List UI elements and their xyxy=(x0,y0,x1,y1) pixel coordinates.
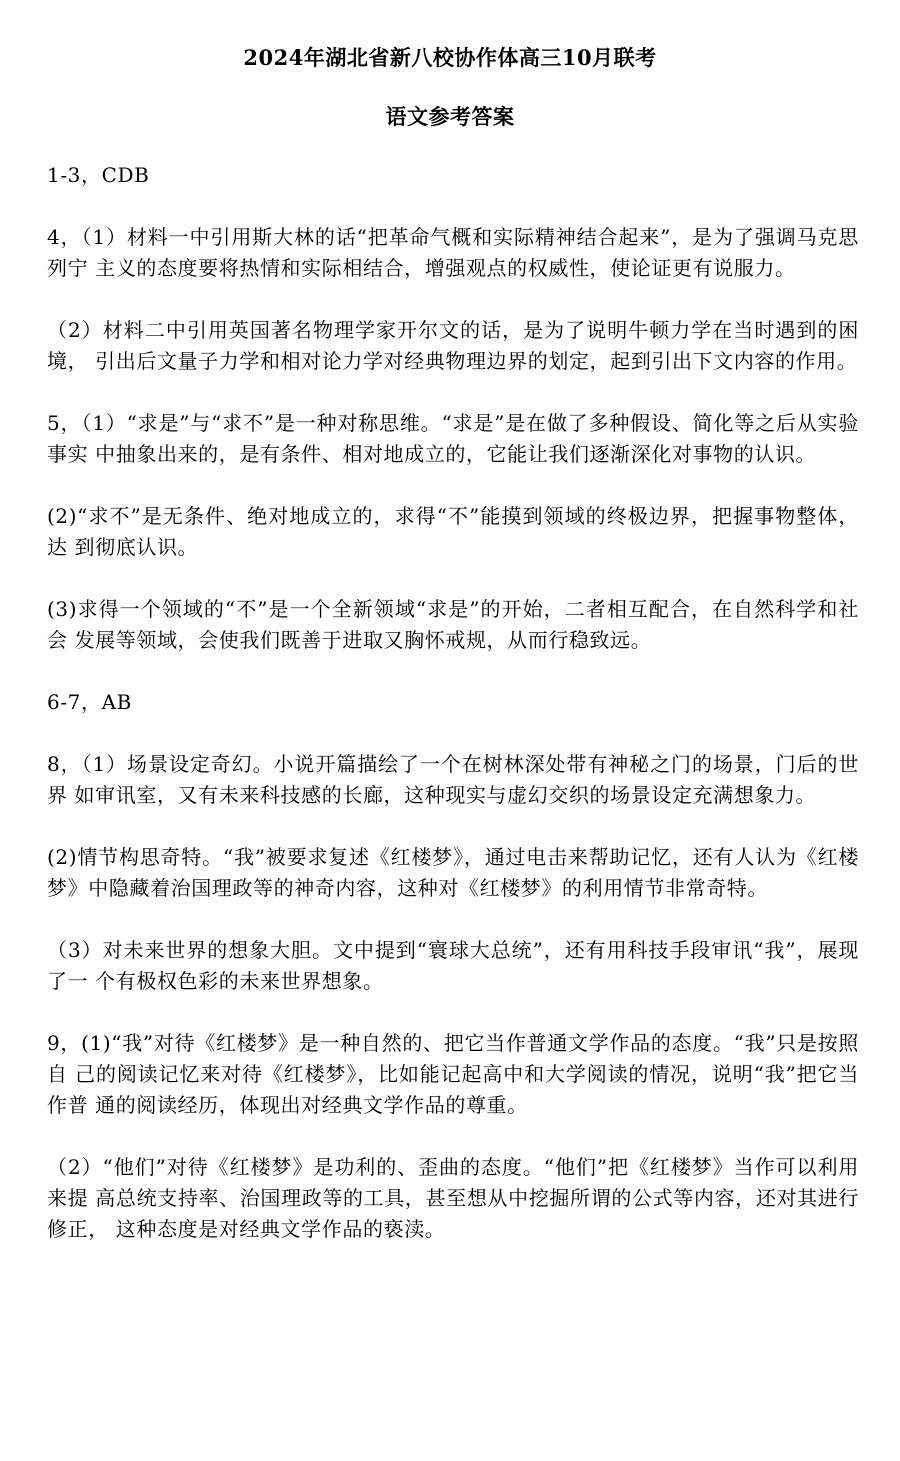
answer-8-part-3: （3）对未来世界的想象大胆。文中提到“寰球大总统”，还有用科技手段审讯“我”，展现了一 个有极权色彩的未来世界想象。 xyxy=(47,938,859,993)
answer-key-heading: 语文参考答案 xyxy=(385,104,515,129)
exam-title: 2024年湖北省新八校协作体高三10月联考 xyxy=(243,45,657,70)
answer-8-part-1: 8，（1）场景设定奇幻。小说开篇描绘了一个在树林深处带有神秘之门的场景，门后的世界 如审讯室，又有未来科技感的长廊，这种现实与虚幻交织的场景设定充满想象力。 xyxy=(47,752,859,807)
answer-6-7: 6-7，AB xyxy=(47,690,132,714)
answer-5-part-1: 5，（1）“求是”与“求不”是一种对称思维。“求是”是在做了多种假设、简化等之后从实验事实 中抽象出来的，是有条件、相对地成立的，它能让我们逐渐深化对事物的认识。 xyxy=(47,411,859,466)
answer-9-part-1: 9，(1)“我”对待《红楼梦》是一种自然的、把它当作普通文学作品的态度。“我”只是按照自 己的阅读记忆来对待《红楼梦》，比如能记起高中和大学阅读的情况，说明“我”把它当作普 通的阅读经历，体现出对经典文学作品的尊重。 xyxy=(47,1031,859,1117)
answer-5-part-3: (3)求得一个领域的“不”是一个全新领域“求是”的开始，二者相互配合，在自然科学和社会 发展等领域，会使我们既善于进取又胸怀戒规，从而行稳致远。 xyxy=(47,597,859,652)
answer-1-3: 1-3，CDB xyxy=(47,163,150,187)
answer-4-part-2: （2）材料二中引用英国著名物理学家开尔文的话，是为了说明牛顿力学在当时遇到的困境， 引出后文量子力学和相对论力学对经典物理边界的划定，起到引出下文内容的作用。 xyxy=(47,318,859,373)
answer-list xyxy=(47,160,866,1276)
answer-9-part-2: （2）“他们”对待《红楼梦》是功利的、歪曲的态度。“他们”把《红楼梦》当作可以利用来提 高总统支持率、治国理政等的工具，甚至想从中挖掘所谓的公式等内容，还对其进行修正， 这种态度是对经典文学作品的亵渎。 xyxy=(47,1155,859,1241)
answer-4-part-1: 4，（1）材料一中引用斯大林的话“把革命气概和实际精神结合起来”，是为了强调马克思列宁 主义的态度要将热情和实际相结合，增强观点的权威性，使论证更有说服力。 xyxy=(47,225,859,280)
answer-5-part-2: (2)“求不”是无条件、绝对地成立的，求得“不”能摸到领域的终极边界，把握事物整体，达 到彻底认识。 xyxy=(47,504,859,559)
answer-8-part-2: (2)情节构思奇特。“我”被要求复述《红楼梦》，通过电击来帮助记忆，还有人认为《红楼 梦》中隐藏着治国理政等的神奇内容，这种对《红楼梦》的利用情节非常奇特。 xyxy=(47,845,866,900)
